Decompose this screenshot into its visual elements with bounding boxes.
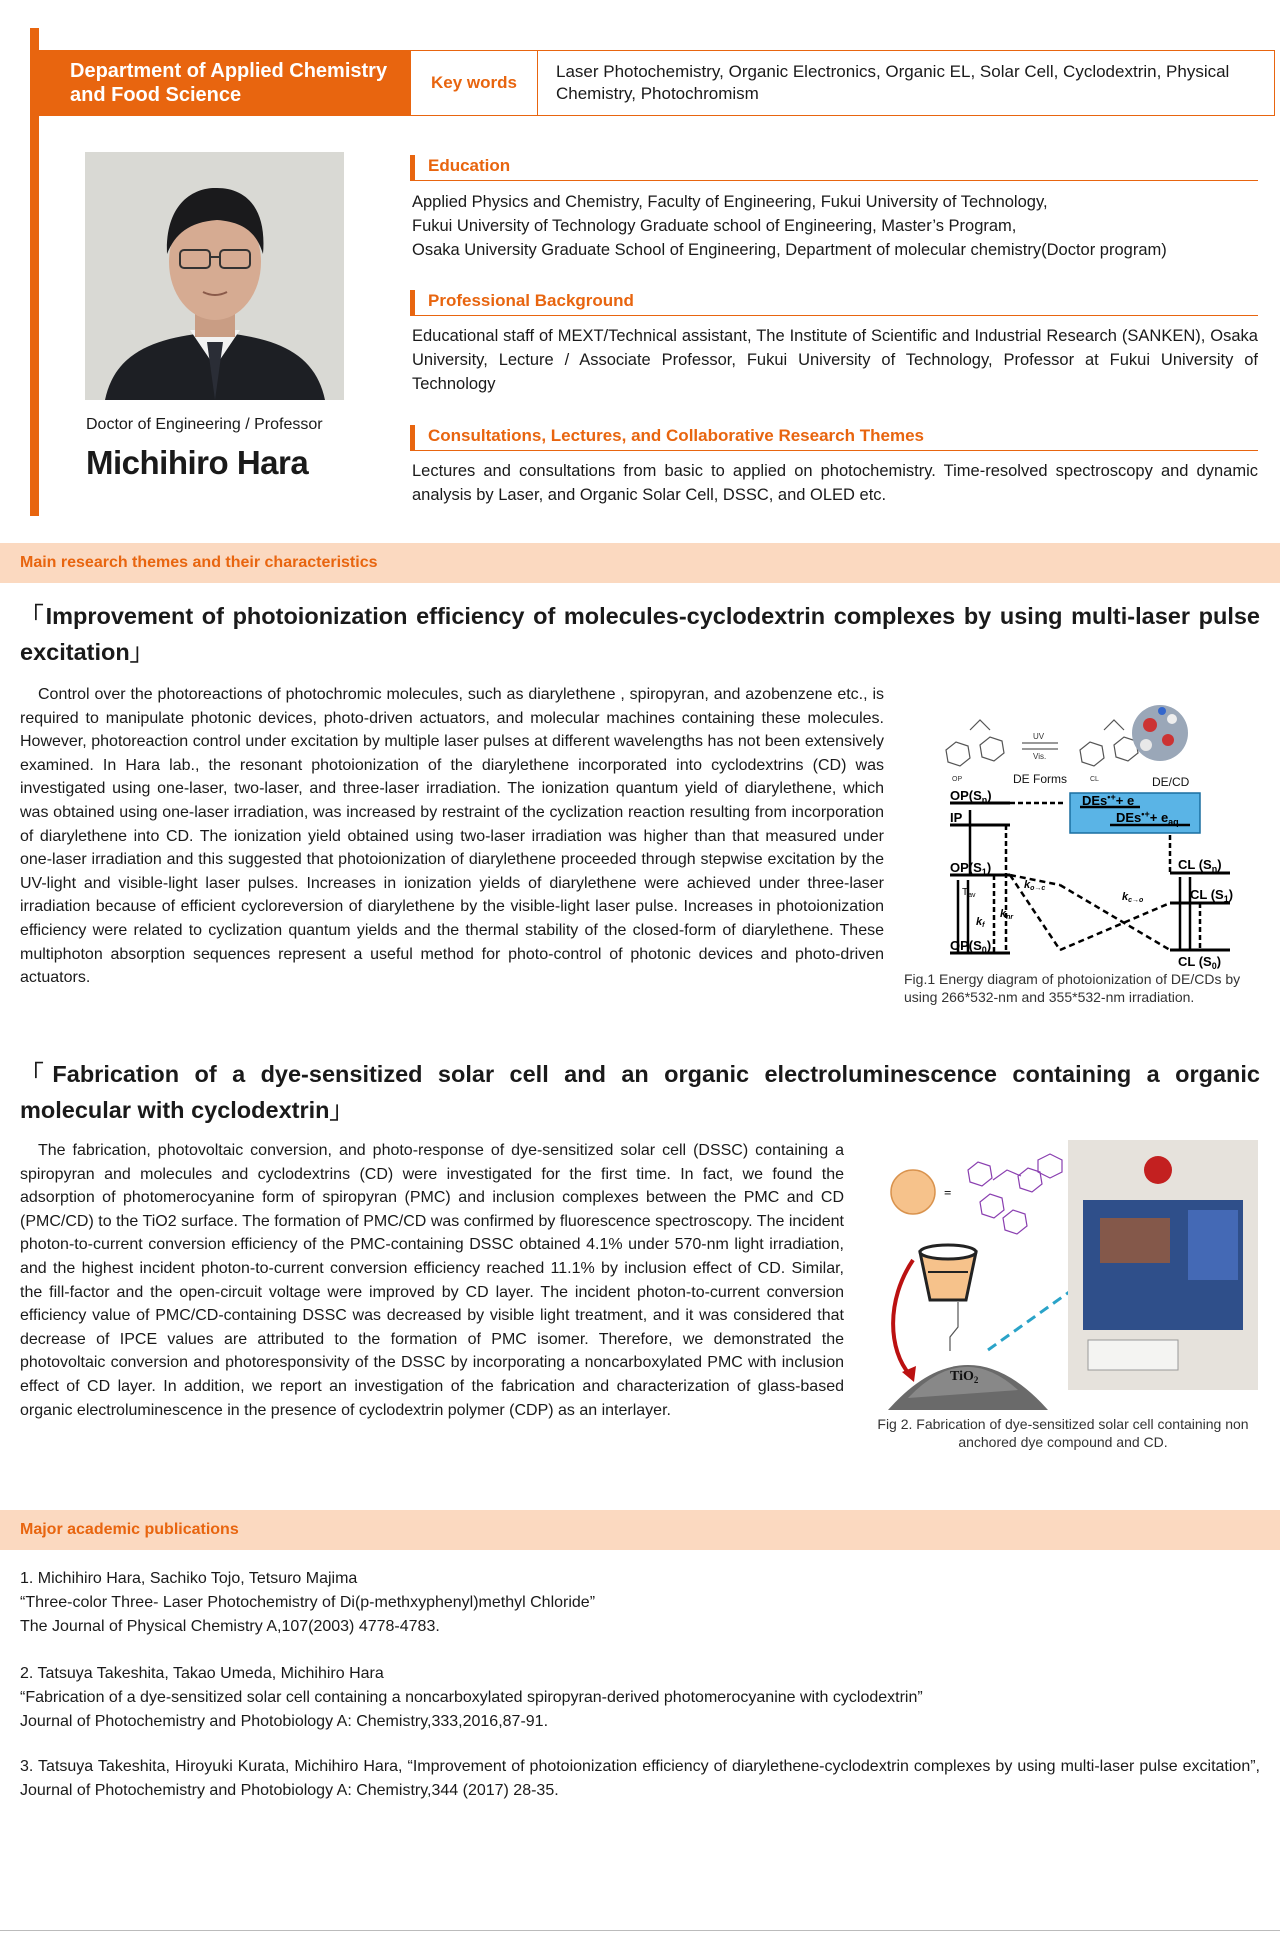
theme2-body: The fabrication, photovoltaic conversion, and photo-response of dye-sensitized solar cell (DSSC) containing a spiropyran and molecules and cyclodextrins (CD) were investigated for the first time. In fact, we found the adsorption of photomerocyanine form of spiropyran (PMC) and inclusion complexes between the PMC and CD (PMC/CD) to the TiO2 surface. The formation of PMC/CD was confirmed by fluorescence spectroscopy. The incident photon-to-current conversion efficiency of the PMC-containing DSSC obtained 4.1% under 570-nm light irradiation, and the highest incident photon-to-current conversion efficiency reached 11.1% by inclusion effect of CD. Similar, the fill-factor and the open-circuit voltage were improved by CD layer. The incident photon-to-current conversion efficiency value of PMC/CD-containing DSSC was decreased by visible light treatment, and it was considered that decrease of IPCE values are attributed to the formation of PMC isomer. Therefore, we demonstrated the photovoltaic conversion and photoresponsivity of the DSSC by incorporating a noncarboxylated PMC with inclusion effect of CD layer. In addition, we report an investigation of the fabrication and characterization of glass-based organic electroluminescence in the presence of cyclodextrin polymer (CDP) as an interlayer. <box>20 1142 844 1419</box>
education-line: Osaka University Graduate School of Engineering, Department of molecular chemistry(Doctor program) <box>412 241 1167 259</box>
education-heading: Education <box>410 155 1258 181</box>
theme1-body: Control over the photoreactions of photochromic molecules, such as diarylethene , spiropyran, and azobenzene etc., is required to manipulate photonic devices, photo-driven actuators, and molecular machines containing these molecules. However, photoreaction control under excitation by multiple laser pulses at different wavelengths has not been extensively examined. In Hara lab., the resonant photoionization of the diarylethene incorporated into cyclodextrins (CD) was investigated using one-laser, two-laser, and three-laser irradiation. The ionization quantum yield of diarylethene, which was obtained using one-laser irradiation, was increased by restraint of the cyclization reaction resulting from incorporation of diarylethene into CD. The ionization yield obtained using two-laser irradiation was higher than that measured under one-laser irradiation and this suggested that photoionization of diarylethene proceeded through stepwise excitation by the UV-light and visible-light laser pulses. Increases in ionization yields of diarylethene were achieved under three-laser irradiation because of efficient cycloreversion of diarylethene by the visible-light laser pulse. Increases in photoionization efficiency were related to cyclization quantum yields and the thermal stability of the closed-form of diarylethene. These multiphoton absorption sequences represent a useful method for photo-control of photonic devices and photo-driven actuators. <box>20 686 884 987</box>
cyclodextrin-cup <box>920 1245 976 1300</box>
uv-label: UV <box>1033 732 1045 741</box>
background-text: Educational staff of MEXT/Technical assistant, The Institute of Scientific and Industrial Research (SANKEN), Osaka University, Lecture / Associate Professor, Fukui University of Technology, Professor at Fukui University of Technology <box>412 327 1258 393</box>
keywords-label: Key words <box>410 50 538 116</box>
publication-authors: 1. Michihiro Hara, Sachiko Tojo, Tetsuro Majima <box>20 1570 358 1587</box>
publications-band: Major academic publications <box>0 1510 1280 1550</box>
department-label <box>30 50 410 116</box>
education-text <box>412 190 1258 262</box>
des-label-2: $DEs^{•+}+ e_{aq}$ <box>1116 809 1179 827</box>
device-photo <box>1068 1140 1258 1390</box>
k-oc-label: ko→c <box>1024 879 1046 892</box>
tio2-label: TiO$_2$ <box>950 1369 979 1385</box>
publication-title: “Three-color Three- Laser Photochemistry of Di(p-methxyphenyl)methyl Chloride” <box>20 1594 596 1611</box>
publication-citation: 3. Tatsuya Takeshita, Hiroyuki Kurata, Michihiro Hara, “Improvement of photoionization efficiency of diarylethene-cyclodextrin complexes by using multi-laser pulse excitation”, Journal of Photochemistry and Photobiology A: Chemistry,344 (2017) 28-35. <box>20 1758 1260 1799</box>
research-band: Main research themes and their characteristics <box>0 543 1280 583</box>
education-line: Applied Physics and Chemistry, Faculty of Engineering, Fukui University of Technology, <box>412 193 1048 211</box>
tav-label: $T_{av}$ <box>962 887 976 899</box>
ip-label: IP <box>950 810 963 825</box>
figure2-caption: Fig 2. Fabrication of dye-sensitized solar cell containing non anchored dye compound and CD. <box>877 1416 1249 1450</box>
cl-structure-label: CL <box>1090 776 1099 783</box>
figure1-caption: Fig.1 Energy diagram of photoionization of DE/CDs by using 266*532-nm and 355*532-nm irradiation. <box>904 971 1241 1005</box>
publication-3 <box>20 1755 1260 1803</box>
keywords-text: Laser Photochemistry, Organic Electronics, Organic EL, Solar Cell, Cyclodextrin, Physical Chemistry, Photochromism <box>538 50 1275 116</box>
des-label-1: DEs•++ e <box>1082 792 1135 808</box>
op-sn-label: $OP(S_n)$ <box>950 788 992 805</box>
profile-role: Doctor of Engineering / Professor <box>86 416 323 433</box>
profile-name: Michihiro Hara <box>86 444 309 481</box>
consultations-text: Lectures and consultations from basic to applied on photochemistry. Time-resolved spectroscopy and dynamic analysis by Laser, and Organic Solar Cell, DSSC, and OLED etc. <box>412 462 1258 504</box>
consultations-heading: Consultations, Lectures, and Collaborative Research Themes <box>410 425 1258 451</box>
portrait-photo <box>85 152 344 400</box>
spiropyran-structure <box>968 1154 1062 1234</box>
dye-sphere-icon <box>891 1170 935 1214</box>
theme2-title: 「Fabrication of a dye-sensitized solar cell and an organic electroluminescence containing a organic molecular with cyclodextrin」 <box>20 1061 1260 1123</box>
publication-journal: Journal of Photochemistry and Photobiology A: Chemistry,333,2016,87-91. <box>20 1713 549 1730</box>
k-f-label: kf <box>976 916 985 929</box>
figure1 <box>900 685 1270 1025</box>
k-nr-label: knr <box>1000 908 1014 921</box>
de-forms-label: DE Forms <box>1013 772 1067 786</box>
equals-sign: = <box>944 1185 952 1200</box>
publication-authors: 2. Tatsuya Takeshita, Takao Umeda, Michihiro Hara <box>20 1665 384 1682</box>
op-s0-label: $OP(S_0)$ <box>950 938 992 955</box>
op-structure-label: OP <box>952 776 963 783</box>
publication-1 <box>20 1567 1260 1639</box>
vis-label: Vis. <box>1033 752 1047 761</box>
de-cd-label: DE/CD <box>1152 775 1190 789</box>
figure2 <box>868 1140 1268 1450</box>
theme1-title: 「Improvement of photoionization efficiency of molecules-cyclodextrin complexes by using multi-laser pulse excitation」 <box>20 603 1260 665</box>
background-heading: Professional Background <box>410 290 1258 316</box>
page-bottom-rule <box>0 1930 1280 1931</box>
cl-sn-label: CL $(S_n)$ <box>1178 857 1222 874</box>
op-s1-label: $OP(S_1)$ <box>950 860 992 877</box>
cyclodextrin-model <box>1132 705 1188 761</box>
cl-s0-label: CL $(S_0)$ <box>1178 954 1222 971</box>
education-line: Fukui University of Technology Graduate school of Engineering, Master’s Program, <box>412 217 1017 235</box>
publication-2 <box>20 1662 1260 1734</box>
publication-title: “Fabrication of a dye-sensitized solar cell containing a noncarboxylated spiropyran-derived photomerocyanine with cyclodextrin” <box>20 1689 923 1706</box>
department-text: Department of Applied Chemistry and Food Science <box>70 60 388 106</box>
publication-journal: The Journal of Physical Chemistry A,107(2003) 4778-4783. <box>20 1618 440 1635</box>
k-co-label: kc→o <box>1122 891 1144 904</box>
cl-s1-label: CL $(S_1)$ <box>1190 887 1234 904</box>
